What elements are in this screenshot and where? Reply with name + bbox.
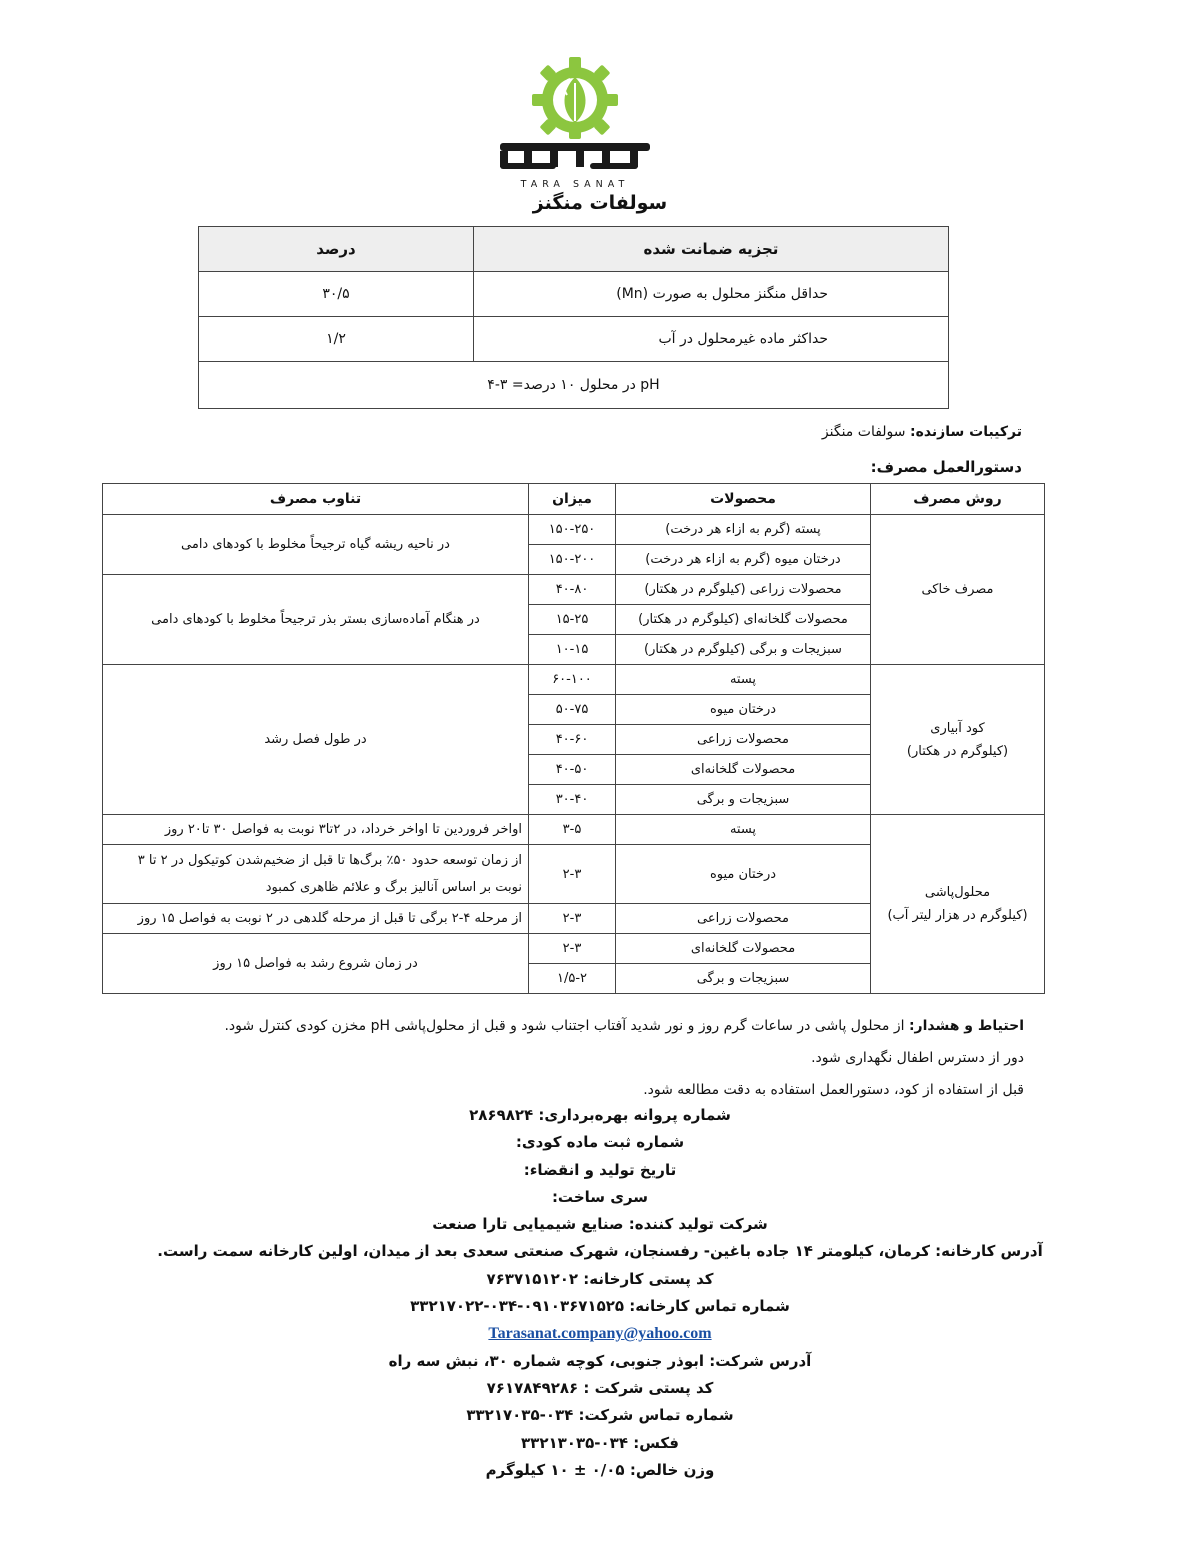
usage-frequency: در طول فصل رشد bbox=[103, 665, 529, 815]
warning-text: از محلول پاشی در ساعات گرم روز و نور شدید آفتاب اجتناب شود و قبل از محلول‌پاشی pH مخزن کودی کنترل شود. bbox=[224, 1018, 909, 1034]
usage-amount: ۱۰-۱۵ bbox=[529, 635, 616, 665]
method-unit: (کیلوگرم در هزار لیتر آب) bbox=[887, 908, 1028, 923]
analysis-value: ۱/۲ bbox=[199, 317, 474, 362]
usage-product: پسته (گرم به ازاء هر درخت) bbox=[616, 515, 871, 545]
batch-number: سری ساخت: bbox=[551, 1187, 649, 1206]
usage-header-frequency: تناوب مصرف bbox=[103, 484, 529, 515]
usage-frequency: از مرحله ۴-۲ برگی تا قبل از مرحله گلدهی در ۲ نوبت به فواصل ۱۵ روز bbox=[103, 904, 529, 934]
factory-phone: شماره تماس کارخانه: ۰۹۱۰۳۶۷۱۵۲۵-۰۳۴-۳۳۲۱۷۰۲۲ bbox=[410, 1297, 790, 1316]
usage-amount: ۴۰-۵۰ bbox=[529, 755, 616, 785]
gear-leaf-logo-icon bbox=[490, 55, 660, 190]
method-line: کود آبیاری bbox=[930, 720, 985, 736]
guaranteed-analysis-table bbox=[198, 226, 949, 409]
usage-product: درختان میوه bbox=[616, 845, 871, 904]
company-info bbox=[0, 1102, 1200, 1484]
usage-table bbox=[102, 483, 1045, 994]
document-title: سولفات منگنز bbox=[532, 192, 668, 214]
net-weight: وزن خالص: ۰/۰۵ ± ۱۰ کیلوگرم bbox=[485, 1460, 715, 1479]
usage-amount: ۲-۳ bbox=[529, 845, 616, 904]
usage-method-fertigation bbox=[871, 665, 1045, 815]
table-row bbox=[199, 272, 949, 317]
usage-product: محصولات گلخانه‌ای (کیلوگرم در هکتار) bbox=[616, 605, 871, 635]
email-row bbox=[0, 1320, 1200, 1347]
usage-product: محصولات زراعی (کیلوگرم در هکتار) bbox=[616, 575, 871, 605]
analysis-value: ۳۰/۵ bbox=[199, 272, 474, 317]
usage-product: پسته bbox=[616, 665, 871, 695]
usage-method-soil: مصرف خاکی bbox=[871, 515, 1045, 665]
usage-product: محصولات گلخانه‌ای bbox=[616, 755, 871, 785]
logo-latin-text: TARA SANAT bbox=[520, 179, 630, 190]
usage-frequency: در هنگام آماده‌سازی بستر بذر ترجیحاً مخلوط با کودهای دامی bbox=[103, 575, 529, 665]
fax-number: فکس: ۰۳۴-۳۳۲۱۳۰۳۵ bbox=[521, 1433, 679, 1452]
usage-amount: ۲-۳ bbox=[529, 904, 616, 934]
company-phone: شماره تماس شرکت: ۰۳۴-۳۳۲۱۷۰۳۵ bbox=[466, 1406, 734, 1425]
usage-product: محصولات گلخانه‌ای bbox=[616, 934, 871, 964]
usage-amount: ۳۰-۴۰ bbox=[529, 785, 616, 815]
usage-header-method: روش مصرف bbox=[871, 484, 1045, 515]
usage-product: درختان میوه bbox=[616, 695, 871, 725]
usage-amount: ۴۰-۶۰ bbox=[529, 725, 616, 755]
usage-amount: ۱۵۰-۲۰۰ bbox=[529, 545, 616, 575]
usage-product: محصولات زراعی bbox=[616, 725, 871, 755]
ingredients-line bbox=[822, 424, 1022, 440]
factory-address: آدرس کارخانه: کرمان، کیلومتر ۱۴ جاده باغین- رفسنجان، شهرک صنعتی سعدی بعد از میدان، اولین کارخانه سمت راست. bbox=[157, 1242, 1043, 1261]
license-number: شماره پروانه بهره‌برداری: ۲۸۶۹۸۲۴ bbox=[469, 1106, 731, 1124]
warning-line bbox=[124, 1010, 1024, 1042]
manufacturer: شرکت تولید کننده: صنایع شیمیایی تارا صنعت bbox=[432, 1215, 768, 1234]
usage-product: پسته bbox=[616, 815, 871, 845]
usage-product: سبزیجات و برگی bbox=[616, 964, 871, 994]
usage-amount: ۶۰-۱۰۰ bbox=[529, 665, 616, 695]
usage-header-product: محصولات bbox=[616, 484, 871, 515]
instructions-title: دستورالعمل مصرف: bbox=[870, 458, 1022, 476]
usage-frequency: در زمان شروع رشد به فواصل ۱۵ روز bbox=[103, 934, 529, 994]
warnings-section bbox=[124, 1010, 1024, 1106]
usage-method-foliar bbox=[871, 815, 1045, 994]
ingredients-value: سولفات منگنز bbox=[821, 424, 910, 440]
table-row bbox=[103, 515, 1045, 545]
usage-product: درختان میوه (گرم به ازاء هر درخت) bbox=[616, 545, 871, 575]
table-row bbox=[199, 362, 949, 409]
ingredients-label: ترکیبات سازنده: bbox=[909, 424, 1022, 440]
warning-line: دور از دسترس اطفال نگهداری شود. bbox=[811, 1050, 1024, 1066]
usage-frequency: در ناحیه ریشه گیاه ترجیحاً مخلوط با کودهای دامی bbox=[103, 515, 529, 575]
usage-amount: ۳-۵ bbox=[529, 815, 616, 845]
analysis-item: حداقل منگنز محلول به صورت (Mn) bbox=[474, 272, 949, 317]
table-header-row bbox=[103, 484, 1045, 515]
usage-amount: ۲-۳ bbox=[529, 934, 616, 964]
analysis-header-value: درصد bbox=[199, 227, 474, 272]
usage-header-amount: میزان bbox=[529, 484, 616, 515]
email-link[interactable]: Tarasanat.company@yahoo.com bbox=[488, 1325, 712, 1343]
method-unit: (کیلوگرم در هکتار) bbox=[906, 743, 1009, 759]
usage-amount: ۱۵۰-۲۵۰ bbox=[529, 515, 616, 545]
usage-product: سبزیجات و برگی bbox=[616, 785, 871, 815]
analysis-header-item: تجزیه ضمانت شده bbox=[474, 227, 949, 272]
usage-amount: ۱/۵-۲ bbox=[529, 964, 616, 994]
company-postal-code: کد پستی شرکت : ۷۶۱۷۸۴۹۲۸۶ bbox=[486, 1378, 714, 1397]
warning-line: قبل از استفاده از کود، دستورالعمل استفاده به دقت مطالعه شود. bbox=[643, 1082, 1024, 1098]
ph-value: pH در محلول ۱۰ درصد= ۳-۴ bbox=[199, 362, 949, 409]
warnings-label: احتیاط و هشدار: bbox=[908, 1018, 1024, 1034]
table-row bbox=[199, 317, 949, 362]
table-row bbox=[103, 815, 1045, 845]
usage-product: محصولات زراعی bbox=[616, 904, 871, 934]
production-expiry-date: تاریخ تولید و انقضاء: bbox=[523, 1160, 677, 1179]
table-header-row bbox=[199, 227, 949, 272]
company-logo bbox=[490, 55, 660, 190]
usage-frequency: از زمان توسعه حدود ۵۰٪ برگ‌ها تا قبل از ضخیم‌شدن کوتیکول در ۲ تا ۳ نوبت بر اساس آنالیز برگ و علائم ظاهری کمبود bbox=[103, 845, 529, 904]
analysis-item: حداکثر ماده غیرمحلول در آب bbox=[474, 317, 949, 362]
usage-amount: ۵۰-۷۵ bbox=[529, 695, 616, 725]
method-line: محلول‌پاشی bbox=[924, 885, 991, 900]
usage-amount: ۴۰-۸۰ bbox=[529, 575, 616, 605]
company-address: آدرس شرکت: ابوذر جنوبی، کوچه شماره ۳۰، نبش سه راه bbox=[388, 1351, 812, 1370]
usage-frequency: اواخر فروردین تا اواخر خرداد، در ۲تا۳ نوبت به فواصل ۳۰ تا۲۰ روز bbox=[103, 815, 529, 845]
usage-product: سبزیجات و برگی (کیلوگرم در هکتار) bbox=[616, 635, 871, 665]
table-row bbox=[103, 665, 1045, 695]
registration-number: شماره ثبت ماده کودی: bbox=[515, 1133, 685, 1152]
usage-amount: ۱۵-۲۵ bbox=[529, 605, 616, 635]
factory-postal-code: کد پستی کارخانه: ۷۶۳۷۱۵۱۲۰۲ bbox=[486, 1269, 714, 1288]
